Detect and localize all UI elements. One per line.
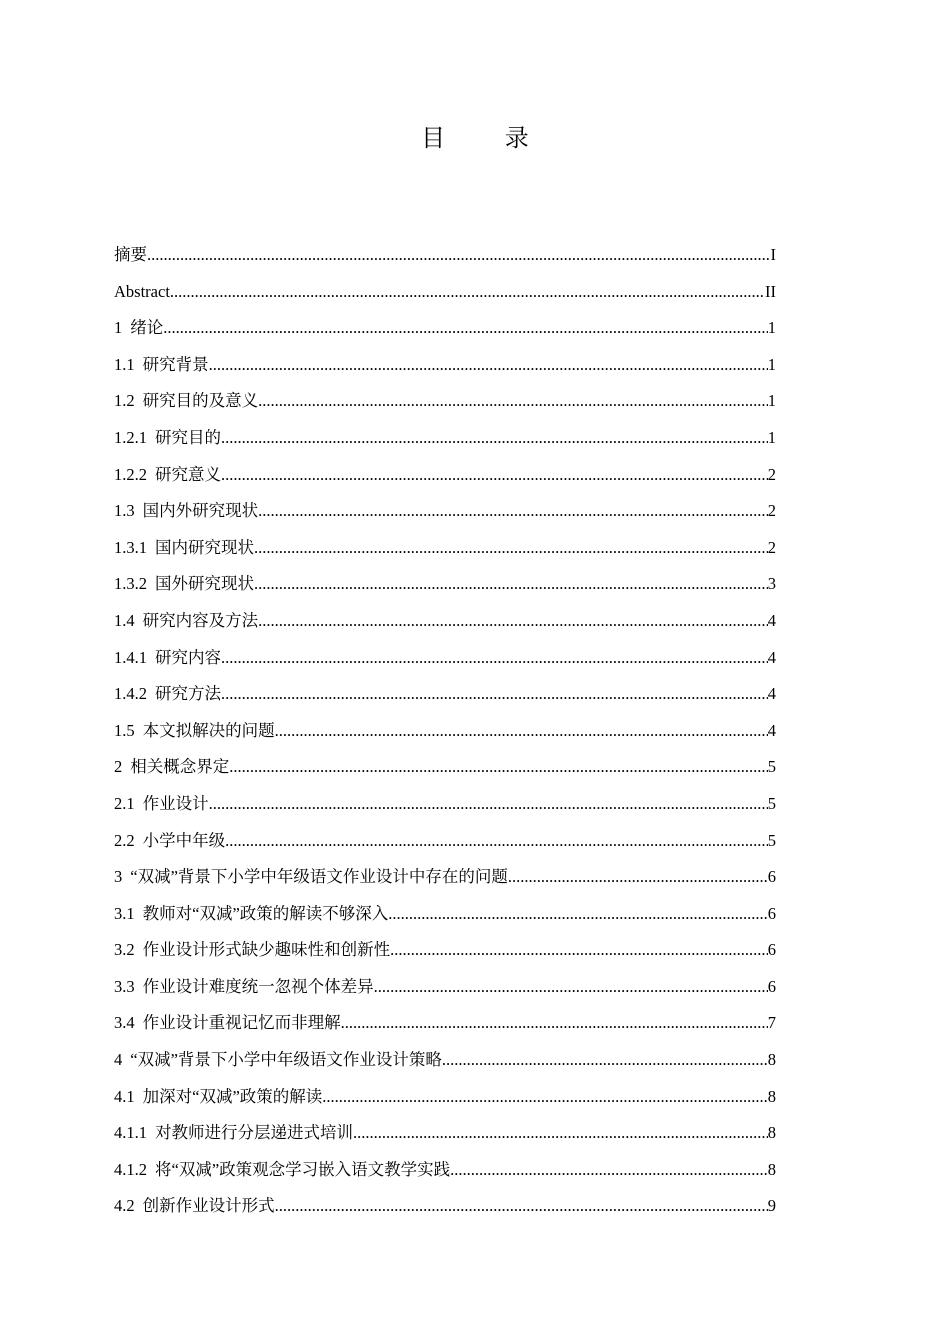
toc-entry-number: 1.2 bbox=[114, 391, 135, 411]
toc-leader-dots bbox=[221, 420, 768, 457]
toc-entry-page-number: 5 bbox=[767, 830, 776, 850]
toc-leader-dots bbox=[341, 1005, 768, 1042]
toc-entry-page-number: 8 bbox=[767, 1086, 776, 1106]
toc-entry-label bbox=[114, 566, 254, 603]
toc-entry-text: 作业设计 bbox=[142, 793, 209, 813]
page-title: 目 录 bbox=[421, 124, 555, 152]
toc-entry-page-number: 6 bbox=[767, 867, 776, 887]
toc-leader-dots bbox=[163, 310, 768, 347]
toc-entry[interactable] bbox=[114, 676, 776, 713]
toc-entry-text: “双减”背景下小学中年级语文作业设计策略 bbox=[130, 1050, 442, 1070]
toc-entry-number: 1.2.2 bbox=[114, 464, 147, 484]
toc-entry-label bbox=[114, 237, 147, 274]
toc-entry-label bbox=[114, 530, 254, 567]
toc-leader-dots bbox=[390, 932, 768, 969]
toc-entry[interactable] bbox=[114, 274, 776, 311]
toc-entry-text: 研究目的及意义 bbox=[142, 391, 259, 411]
toc-entry-number: 4.1.2 bbox=[114, 1159, 147, 1179]
toc-entry-number: 3.1 bbox=[114, 903, 135, 923]
toc-entry-label bbox=[114, 493, 258, 530]
toc-entry-number: 1.5 bbox=[114, 720, 135, 740]
toc-entry-number: 1.2.1 bbox=[114, 427, 147, 447]
toc-entry[interactable] bbox=[114, 347, 776, 384]
toc-entry-page-number: 2 bbox=[767, 537, 776, 557]
toc-entry[interactable] bbox=[114, 383, 776, 420]
toc-entry[interactable] bbox=[114, 1188, 776, 1225]
toc-entry-text: 研究背景 bbox=[142, 354, 209, 374]
toc-entry-number: 2.1 bbox=[114, 793, 135, 813]
toc-leader-dots bbox=[275, 713, 768, 750]
toc-entry-text: 研究目的 bbox=[155, 427, 221, 447]
toc-entry[interactable] bbox=[114, 1115, 776, 1152]
toc-entry-label bbox=[114, 713, 275, 750]
toc-entry-text: “双减”背景下小学中年级语文作业设计中存在的问题 bbox=[130, 867, 508, 887]
toc-entry[interactable] bbox=[114, 823, 776, 860]
toc-leader-dots bbox=[508, 859, 768, 896]
toc-entry-text: 国内研究现状 bbox=[155, 537, 254, 557]
toc-leader-dots bbox=[225, 823, 768, 860]
toc-entry-text: 摘要 bbox=[114, 245, 147, 264]
toc-entry-number: 4.1.1 bbox=[114, 1123, 147, 1143]
toc-entry[interactable] bbox=[114, 1079, 776, 1116]
toc-entry-page-number: 8 bbox=[767, 1159, 776, 1179]
toc-entry[interactable] bbox=[114, 749, 776, 786]
toc-entry-label bbox=[114, 859, 508, 896]
toc-entry-number: 1.4 bbox=[114, 610, 135, 630]
toc-entry-page-number: 8 bbox=[767, 1123, 776, 1143]
toc-entry-number: 4.1 bbox=[114, 1086, 135, 1106]
toc-entry-page-number: 1 bbox=[767, 318, 776, 338]
toc-leader-dots bbox=[209, 347, 768, 384]
toc-entry[interactable] bbox=[114, 896, 776, 933]
toc-entry-text: 作业设计重视记忆而非理解 bbox=[142, 1013, 341, 1033]
toc-entry-label bbox=[114, 457, 221, 494]
toc-entry-label bbox=[114, 1042, 442, 1079]
toc-leader-dots bbox=[258, 603, 768, 640]
toc-leader-dots bbox=[221, 640, 768, 677]
toc-entry-page-number: 3 bbox=[767, 574, 776, 594]
toc-entry-number: 1.3 bbox=[114, 501, 135, 521]
toc-entry[interactable] bbox=[114, 969, 776, 1006]
toc-entry-label bbox=[114, 1152, 450, 1189]
toc-entry-number: 2.2 bbox=[114, 830, 135, 850]
toc-entry-text: 相关概念界定 bbox=[130, 757, 230, 777]
toc-leader-dots bbox=[353, 1115, 768, 1152]
toc-leader-dots bbox=[258, 383, 768, 420]
toc-entry-label bbox=[114, 383, 258, 420]
toc-entry-page-number: 7 bbox=[767, 1013, 776, 1033]
toc-entry-label bbox=[114, 347, 209, 384]
toc-leader-dots bbox=[450, 1152, 768, 1189]
toc-entry-text: 作业设计难度统一忽视个体差异 bbox=[142, 976, 374, 996]
toc-entry-page-number: II bbox=[765, 281, 776, 301]
toc-entry-label bbox=[114, 1188, 275, 1225]
toc-leader-dots bbox=[258, 493, 768, 530]
toc-entry-label bbox=[114, 603, 258, 640]
toc-entry-number: 1.4.1 bbox=[114, 647, 147, 667]
toc-entry-label bbox=[114, 1079, 322, 1116]
toc-entry[interactable] bbox=[114, 932, 776, 969]
toc-entry-text: 小学中年级 bbox=[142, 830, 226, 850]
toc-entry[interactable] bbox=[114, 1152, 776, 1189]
toc-entry-label bbox=[114, 420, 221, 457]
toc-entry-number: 4.2 bbox=[114, 1196, 135, 1216]
toc-entry-page-number: 4 bbox=[767, 720, 776, 740]
toc-entry-text: 研究内容 bbox=[155, 647, 221, 667]
toc-entry-page-number: 8 bbox=[767, 1050, 776, 1070]
toc-entry-text: 研究内容及方法 bbox=[142, 610, 259, 630]
toc-entry-label bbox=[114, 896, 388, 933]
toc-entry[interactable] bbox=[114, 493, 776, 530]
toc-entry-label bbox=[114, 310, 163, 347]
toc-leader-dots bbox=[147, 237, 771, 274]
toc-leader-dots bbox=[221, 676, 768, 713]
toc-entry-text: 将“双减”政策观念学习嵌入语文教学实践 bbox=[155, 1159, 451, 1179]
toc-entry-label bbox=[114, 969, 374, 1006]
toc-leader-dots bbox=[388, 896, 767, 933]
toc-entry-page-number: 4 bbox=[767, 684, 776, 704]
toc-entry[interactable] bbox=[114, 713, 776, 750]
toc-entry-page-number: 2 bbox=[767, 501, 776, 521]
toc-entry[interactable] bbox=[114, 640, 776, 677]
toc-entry-label bbox=[114, 274, 170, 311]
toc-entry-text: 研究意义 bbox=[155, 464, 221, 484]
toc-entry[interactable] bbox=[114, 310, 776, 347]
toc-entry-text: 绪论 bbox=[130, 318, 164, 338]
toc-entry[interactable] bbox=[114, 603, 776, 640]
table-of-contents bbox=[114, 237, 776, 1225]
toc-leader-dots bbox=[254, 566, 768, 603]
toc-entry-text: 对教师进行分层递进式培训 bbox=[155, 1123, 353, 1143]
toc-entry-number: 4 bbox=[114, 1050, 123, 1070]
toc-entry-text: 作业设计形式缺少趣味性和创新性 bbox=[142, 940, 391, 960]
toc-entry-page-number: 2 bbox=[767, 464, 776, 484]
toc-entry-text: 加深对“双减”政策的解读 bbox=[142, 1086, 323, 1106]
toc-entry-page-number: 6 bbox=[767, 940, 776, 960]
toc-entry-page-number: 5 bbox=[767, 757, 776, 777]
toc-entry-label bbox=[114, 1115, 353, 1152]
toc-entry-number: 1 bbox=[114, 318, 123, 338]
toc-entry-page-number: 1 bbox=[767, 427, 776, 447]
toc-entry-page-number: 1 bbox=[767, 354, 776, 374]
toc-leader-dots bbox=[275, 1188, 768, 1225]
toc-entry[interactable] bbox=[114, 420, 776, 457]
toc-entry-label bbox=[114, 640, 221, 677]
toc-entry[interactable] bbox=[114, 457, 776, 494]
toc-entry[interactable] bbox=[114, 566, 776, 603]
toc-leader-dots bbox=[229, 749, 768, 786]
toc-entry-page-number: 6 bbox=[767, 903, 776, 923]
toc-entry-number: 3.3 bbox=[114, 976, 135, 996]
toc-entry-number: 1.4.2 bbox=[114, 684, 147, 704]
toc-entry-page-number: 9 bbox=[767, 1196, 776, 1216]
toc-entry-number: 2 bbox=[114, 757, 123, 777]
toc-leader-dots bbox=[170, 274, 765, 311]
toc-entry-page-number: I bbox=[770, 245, 776, 264]
toc-leader-dots bbox=[374, 969, 768, 1006]
toc-entry-number: 3.2 bbox=[114, 940, 135, 960]
toc-entry-page-number: 4 bbox=[767, 610, 776, 630]
toc-entry-label bbox=[114, 932, 390, 969]
toc-leader-dots bbox=[322, 1079, 767, 1116]
toc-entry-page-number: 1 bbox=[767, 391, 776, 411]
toc-entry-label bbox=[114, 749, 229, 786]
toc-entry[interactable] bbox=[114, 530, 776, 567]
toc-entry-text: 创新作业设计形式 bbox=[142, 1196, 275, 1216]
toc-entry-text: Abstract bbox=[114, 281, 170, 301]
toc-entry[interactable] bbox=[114, 859, 776, 896]
toc-entry-text: 教师对“双减”政策的解读不够深入 bbox=[142, 903, 389, 923]
toc-entry-text: 研究方法 bbox=[155, 684, 221, 704]
toc-leader-dots bbox=[221, 457, 768, 494]
toc-entry[interactable] bbox=[114, 1005, 776, 1042]
toc-entry-label bbox=[114, 1005, 341, 1042]
toc-entry[interactable] bbox=[114, 237, 776, 274]
toc-entry-number: 3.4 bbox=[114, 1013, 135, 1033]
toc-leader-dots bbox=[254, 530, 768, 567]
toc-entry-number: 1.3.2 bbox=[114, 574, 147, 594]
toc-entry-page-number: 4 bbox=[767, 647, 776, 667]
toc-entry-text: 国内外研究现状 bbox=[142, 501, 259, 521]
toc-entry-number: 1.3.1 bbox=[114, 537, 147, 557]
toc-leader-dots bbox=[209, 786, 768, 823]
toc-entry[interactable] bbox=[114, 786, 776, 823]
toc-entry-text: 国外研究现状 bbox=[155, 574, 254, 594]
toc-entry[interactable] bbox=[114, 1042, 776, 1079]
toc-entry-number: 3 bbox=[114, 867, 123, 887]
toc-entry-label bbox=[114, 786, 209, 823]
toc-entry-label bbox=[114, 823, 225, 860]
toc-entry-label bbox=[114, 676, 221, 713]
toc-leader-dots bbox=[442, 1042, 768, 1079]
toc-entry-page-number: 5 bbox=[767, 793, 776, 813]
toc-entry-text: 本文拟解决的问题 bbox=[142, 720, 275, 740]
toc-entry-page-number: 6 bbox=[767, 976, 776, 996]
toc-entry-number: 1.1 bbox=[114, 354, 135, 374]
